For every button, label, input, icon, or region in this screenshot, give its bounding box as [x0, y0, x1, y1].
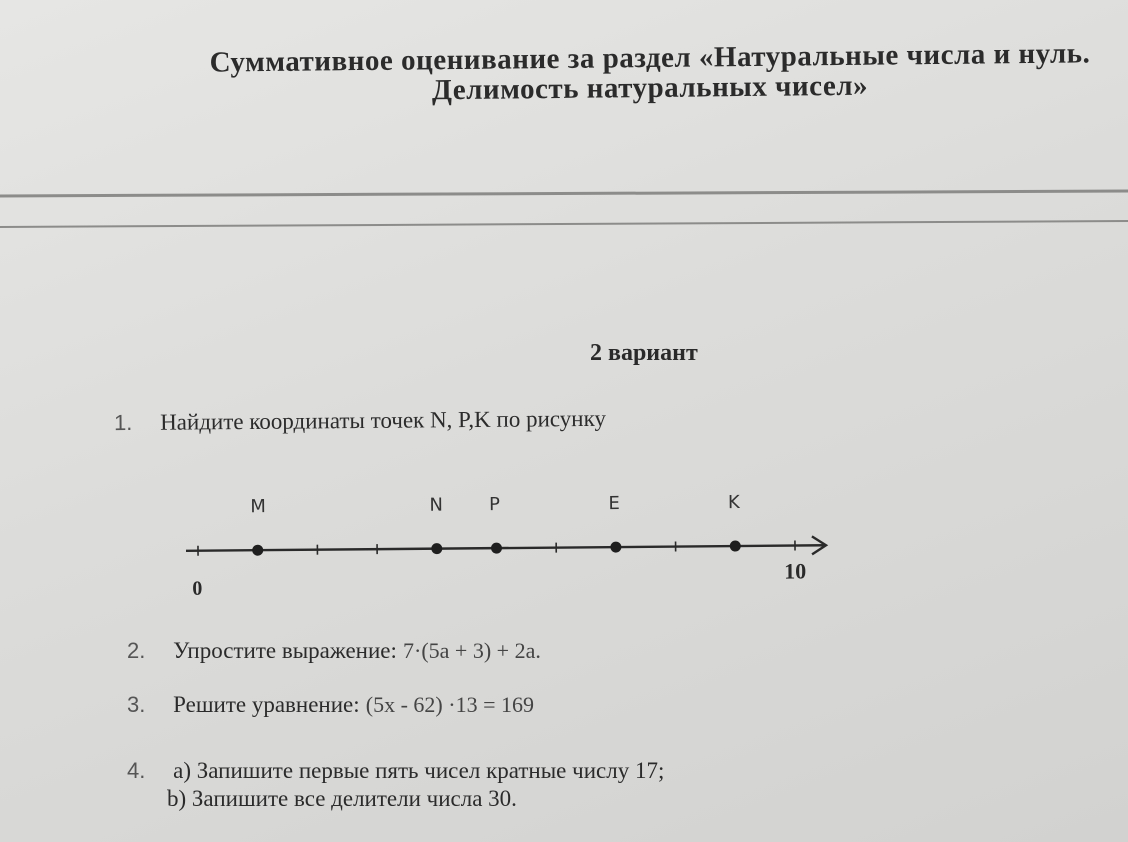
task-1 [114, 406, 606, 436]
task-label: Решите уравнение: [173, 692, 360, 717]
task-3 [127, 692, 534, 718]
header-divider-top [0, 190, 1128, 198]
point-p-dot [491, 543, 502, 554]
point-label-p: P [489, 494, 501, 516]
point-e-dot [610, 542, 621, 553]
number-line-group [186, 491, 827, 600]
task-number: 3. [127, 692, 146, 717]
task-number: 4. [127, 758, 146, 783]
task-number: 2. [127, 638, 146, 663]
document-title-line-2: Делимость натуральных чисел» [431, 69, 869, 107]
start-label: 0 [192, 577, 203, 600]
point-label-m: M [250, 496, 266, 518]
point-label-k: K [727, 491, 740, 514]
document-title-line-1: Суммативное оценивание за раздел «Натуральные числа и нуль. [209, 37, 1091, 79]
task-2 [127, 638, 541, 664]
task-expression: 7·(5a + 3) + 2a. [403, 638, 541, 663]
task-4-part-b-row [167, 786, 517, 812]
point-k-dot [730, 540, 741, 551]
task-part-a: a) Запишите первые пять чисел кратные числу 17; [173, 758, 665, 783]
point-m-dot [252, 545, 263, 556]
header-divider-bottom [0, 220, 1128, 228]
point-label-n: N [429, 494, 443, 516]
task-text: Найдите координаты точек N, P,K по рисунку [160, 405, 607, 435]
task-part-b: b) Запишите все делители числа 30. [167, 786, 517, 811]
number-line-axis [186, 545, 825, 551]
task-expression: (5x - 62) ·13 = 169 [365, 692, 534, 717]
number-line-figure [180, 480, 840, 610]
point-n-dot [431, 543, 442, 554]
point-label-e: E [608, 493, 620, 515]
variant-label: 2 вариант [590, 340, 698, 366]
task-number: 1. [113, 409, 133, 436]
end-label: 10 [784, 558, 807, 584]
task-4 [127, 758, 664, 784]
task-label: Упростите выражение: [173, 638, 397, 663]
